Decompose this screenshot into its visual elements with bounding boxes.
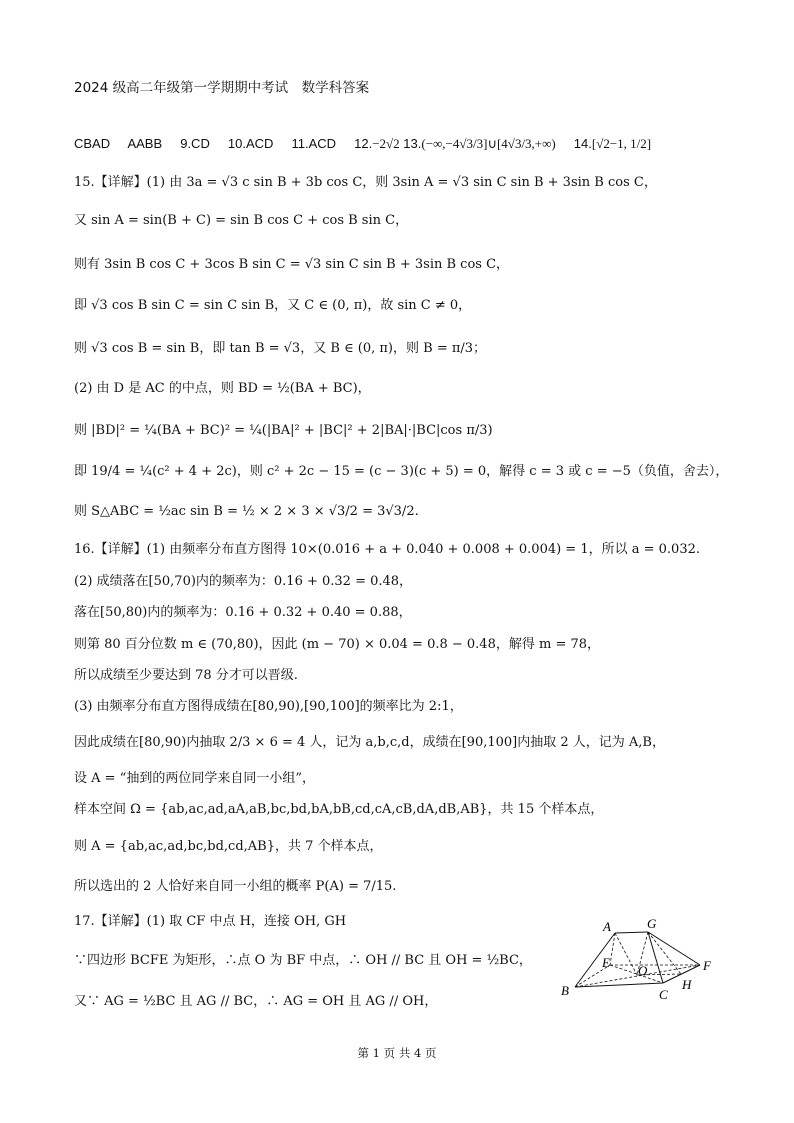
answer-12-value: −2√2	[372, 136, 400, 151]
q16-line-10: 则 A = {ab,ac,ad,bc,bd,cd,AB}，共 7 个样本点，	[74, 839, 383, 854]
q16-line-4: 则第 80 百分位数 m ∈ (70,80)，因此 (m − 70) × 0.04 = 0.8 − 0.48，解得 m = 78，	[74, 637, 601, 652]
answer-13-label: 13.	[403, 136, 422, 151]
page-footer: 第 1 页 共 4 页	[357, 1046, 437, 1060]
q15-line-5: 则 √3 cos B = sin B，即 tan B = √3，又 B ∈ (0, π)，则 B = π/3；	[74, 341, 487, 356]
label-B: B	[561, 983, 569, 998]
q15-line-3: 则有 3sin B cos C + 3cos B sin C = √3 sin C sin B + 3sin B cos C，	[74, 257, 510, 272]
q15-line-8: 即 19/4 = ¼(c² + 4 + 2c)，则 c² + 2c − 15 = (c − 3)(c + 5) = 0，解得 c = 3 或 c = −5（负值，舍去），	[74, 464, 729, 479]
q15-line-4: 即 √3 cos B sin C = sin C sin B，又 C ∈ (0, π)，故 sin C ≠ 0，	[74, 298, 472, 313]
q17-line-3: 又∵ AG = ½BC 且 AG // BC，∴ AG = OH 且 AG // OH，	[74, 994, 438, 1009]
answer-10: 10.ACD	[227, 136, 274, 151]
q16-line-2: (2) 成绩落在[50,70)内的频率为：0.16 + 0.32 = 0.48，	[74, 574, 413, 589]
q16-line-6: (3) 由频率分布直方图得成绩在[80,90),[90,100]的频率比为 2:1，	[74, 699, 463, 714]
answer-1-4: CBAD	[74, 136, 111, 151]
answer-14-label: 14.	[573, 136, 592, 151]
edge-GH	[648, 932, 681, 974]
q15-line-7: 则 |BD|² = ¼(BA + BC)² = ¼(|BA|² + |BC|² + 2|BA|·|BC|cos π/3)	[74, 423, 493, 438]
q17-line-2: ∵四边形 BCFE 为矩形，∴点 O 为 BF 中点，∴ OH // BC 且 OH = ½BC，	[74, 953, 532, 968]
label-E: E	[602, 955, 610, 970]
q16-line-3: 落在[50,80)内的频率为：0.16 + 0.32 + 0.40 = 0.88，	[74, 605, 412, 620]
q15-line-6: (2) 由 D 是 AC 的中点，则 BD = ½(BA + BC)，	[74, 381, 371, 396]
q16-line-1: 16.【详解】(1) 由频率分布直方图得 10×(0.016 + a + 0.040 + 0.008 + 0.004) = 1，所以 a = 0.032.	[74, 542, 700, 557]
answer-9: 9.CD	[180, 136, 210, 151]
label-G: G	[647, 916, 657, 931]
edge-AO	[615, 933, 637, 975]
answer-11: 11.ACD	[291, 136, 337, 151]
q16-line-11: 所以选出的 2 人恰好来自同一小组的概率 P(A) = 7/15.	[74, 879, 397, 894]
q17-line-1: 17.【详解】(1) 取 CF 中点 H，连接 OH, GH	[74, 914, 347, 929]
label-H: H	[682, 977, 692, 992]
q16-line-7: 因此成绩在[80,90)内抽取 2/3 × 6 = 4 人，记为 a,b,c,d，成绩在[90,100]内抽取 2 人，记为 A,B，	[74, 735, 665, 750]
edge-BC	[575, 983, 663, 987]
edge-AE	[610, 933, 615, 965]
answer-13-value: (−∞,−4√3/3]∪[4√3/3,+∞)	[421, 136, 556, 151]
q15-line-2: 又 sin A = sin(B + C) = sin B cos C + cos B sin C，	[74, 213, 409, 228]
label-A: A	[603, 919, 611, 934]
geometry-figure	[555, 915, 725, 1015]
q16-line-9: 样本空间 Ω = {ab,ac,ad,aA,aB,bc,bd,bA,bB,cd,cA,cB,dA,dB,AB}，共 15 个样本点，	[74, 802, 604, 817]
q15-line-9: 则 S△ABC = ½ac sin B = ½ × 2 × 3 × √3/2 = 3√3/2.	[74, 504, 419, 519]
label-F: F	[703, 958, 711, 973]
answer-5-8: AABB	[127, 136, 163, 151]
answer-row	[74, 135, 651, 153]
page-title: 2024 级高二年级第一学期期中考试 数学科答案	[74, 80, 370, 96]
q16-line-5: 所以成绩至少要达到 78 分才可以晋级.	[74, 668, 298, 683]
q15-line-1: 15.【详解】(1) 由 3a = √3 c sin B + 3b cos C，则 3sin A = √3 sin C sin B + 3sin B cos C，	[74, 175, 657, 190]
answer-12-label: 12.	[354, 136, 373, 151]
edge-AG	[615, 932, 648, 933]
q16-line-8: 设 A = “抽到的两位同学来自同一小组”，	[74, 771, 315, 786]
label-O: O	[638, 963, 648, 978]
answer-14-value: [√2−1, 1/2]	[591, 136, 652, 151]
label-C: C	[659, 987, 668, 1002]
